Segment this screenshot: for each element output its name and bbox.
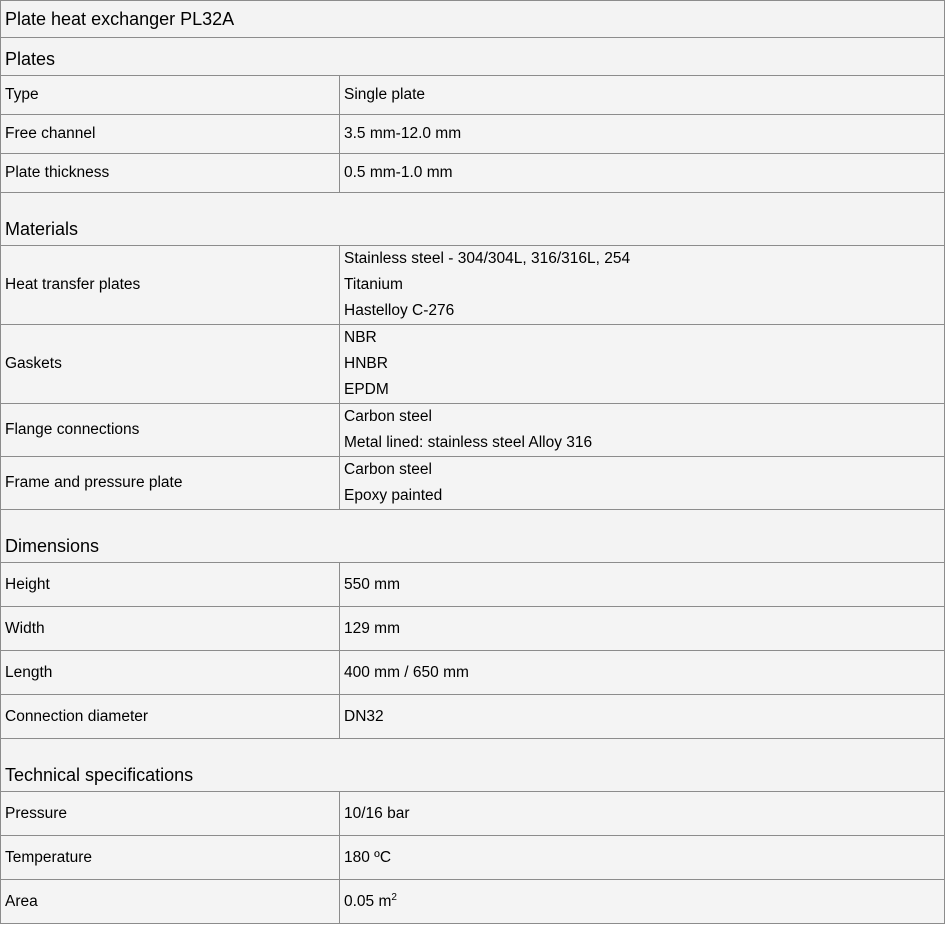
value-line: NBR xyxy=(344,329,377,346)
table-row xyxy=(1,457,945,510)
row-value xyxy=(340,154,945,193)
section-dimensions xyxy=(1,510,945,563)
value-line: HNBR xyxy=(344,355,388,372)
row-label: Width xyxy=(1,607,340,651)
table-row xyxy=(1,154,945,193)
row-value xyxy=(340,792,945,836)
section-heading: Dimensions xyxy=(1,510,945,563)
row-value xyxy=(340,880,945,924)
row-label: Gaskets xyxy=(1,325,340,404)
row-value xyxy=(340,76,945,115)
value-line: Single plate xyxy=(344,86,426,103)
row-label: Temperature xyxy=(1,836,340,880)
row-label: Frame and pressure plate xyxy=(1,457,340,510)
row-label: Height xyxy=(1,563,340,607)
row-value xyxy=(340,607,945,651)
title-row xyxy=(1,1,945,38)
row-label: Plate thickness xyxy=(1,154,340,193)
value-line: 129 mm xyxy=(344,619,400,637)
table-row xyxy=(1,695,945,739)
section-materials xyxy=(1,193,945,246)
value-line: Hastelloy C-276 xyxy=(344,302,455,319)
table-row xyxy=(1,76,945,115)
row-label: Free channel xyxy=(1,115,340,154)
value-line: 400 mm / 650 mm xyxy=(344,663,469,681)
row-value xyxy=(340,115,945,154)
table-row xyxy=(1,607,945,651)
value-line: 0.5 mm-1.0 mm xyxy=(344,164,453,181)
value-line: 550 mm xyxy=(344,575,400,593)
row-value xyxy=(340,836,945,880)
value-line xyxy=(344,889,940,915)
value-line: EPDM xyxy=(344,381,389,398)
section-plates xyxy=(1,38,945,76)
area-unit-exponent: 2 xyxy=(391,891,397,903)
row-value xyxy=(340,695,945,739)
value-line: Metal lined: stainless steel Alloy 316 xyxy=(344,434,593,451)
value-line: Titanium xyxy=(344,276,403,293)
row-label: Length xyxy=(1,651,340,695)
row-value xyxy=(340,457,945,510)
value-line: Carbon steel xyxy=(344,461,432,478)
row-value xyxy=(340,325,945,404)
row-label: Heat transfer plates xyxy=(1,246,340,325)
value-line: DN32 xyxy=(344,707,384,725)
table-row xyxy=(1,836,945,880)
section-heading: Plates xyxy=(1,38,945,76)
value-line: Stainless steel - 304/304L, 316/316L, 254 xyxy=(344,250,631,267)
table-row xyxy=(1,651,945,695)
area-value: 0.05 m xyxy=(344,892,392,910)
section-heading: Technical specifications xyxy=(1,739,945,792)
table-row xyxy=(1,325,945,404)
value-line: Epoxy painted xyxy=(344,487,443,504)
table-row xyxy=(1,115,945,154)
page-title: Plate heat exchanger PL32A xyxy=(1,1,945,38)
section-technical xyxy=(1,739,945,792)
value-line: 10/16 bar xyxy=(344,804,410,822)
table-row xyxy=(1,880,945,924)
row-value xyxy=(340,563,945,607)
row-value xyxy=(340,651,945,695)
row-value xyxy=(340,246,945,325)
row-label: Type xyxy=(1,76,340,115)
row-label: Area xyxy=(1,880,340,924)
table-row xyxy=(1,246,945,325)
table-row xyxy=(1,563,945,607)
row-label: Flange connections xyxy=(1,404,340,457)
value-line: 180 ºC xyxy=(344,848,392,866)
value-line: 3.5 mm-12.0 mm xyxy=(344,125,462,142)
row-value xyxy=(340,404,945,457)
table-row xyxy=(1,404,945,457)
row-label: Pressure xyxy=(1,792,340,836)
value-line: Carbon steel xyxy=(344,408,432,425)
table-row xyxy=(1,792,945,836)
section-heading: Materials xyxy=(1,193,945,246)
row-label: Connection diameter xyxy=(1,695,340,739)
